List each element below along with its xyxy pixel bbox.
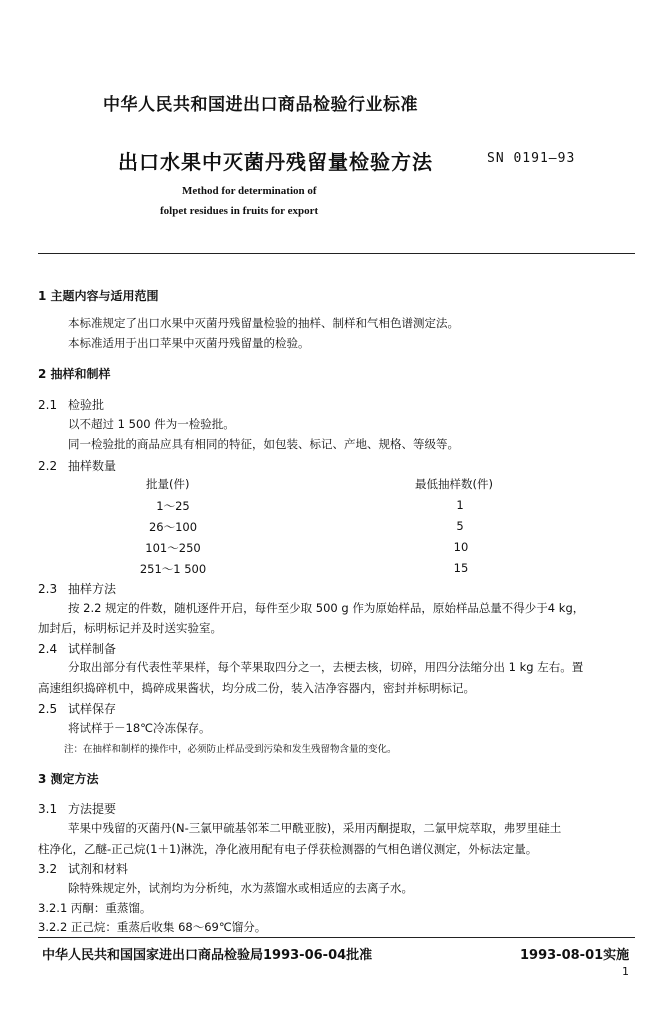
section-title: 抽样方法 — [68, 582, 117, 596]
section-number: 2.3 — [38, 582, 58, 596]
section-3-1-heading — [38, 800, 116, 817]
header-divider — [38, 253, 635, 254]
approval-line: 中华人民共和国国家进出口商品检验局1993-06-04批准 — [42, 948, 373, 963]
section-title: 检验批 — [68, 398, 105, 412]
page-number: 1 — [622, 965, 629, 978]
english-title-line-1: Method for determination of — [182, 185, 317, 197]
section-3-2-1: 3.2.1 丙酮：重蒸馏。 — [38, 901, 152, 915]
section-number: 3.2 — [38, 862, 58, 876]
table-row-batch: 251～1 500 — [139, 562, 207, 576]
section-2-2-heading — [38, 457, 116, 474]
section-title: 试剂和材料 — [68, 862, 129, 876]
section-2-3-paragraph-2: 加封后，标明标记并及时送实验室。 — [38, 621, 222, 635]
table-row-min: 1 — [456, 498, 464, 512]
document-title: 出口水果中灭菌丹残留量检验方法 — [118, 150, 433, 174]
section-2-1-heading — [38, 396, 104, 413]
section-number: 2.2 — [38, 459, 58, 473]
section-3-1-paragraph-2: 柱净化，乙醚-正己烷(1＋1)淋洗，净化液用配有电子俘获检测器的气相色谱仪测定，外标法定量。 — [38, 842, 538, 856]
section-3-2-heading — [38, 860, 128, 877]
table-row-batch: 1～25 — [156, 499, 190, 513]
effective-date: 1993-08-01实施 — [520, 948, 630, 963]
section-2-heading: 2 抽样和制样 — [38, 367, 111, 381]
section-2-4-heading — [38, 640, 116, 657]
section-2-5-paragraph-1: 将试样于－18℃冷冻保存。 — [68, 721, 211, 735]
section-1-paragraph-1: 本标准规定了出口水果中灭菌丹残留量检验的抽样、制样和气相色谱测定法。 — [68, 316, 459, 330]
section-2-3-heading — [38, 580, 116, 597]
section-title: 方法提要 — [68, 802, 117, 816]
section-1-paragraph-2: 本标准适用于出口苹果中灭菌丹残留量的检验。 — [68, 336, 310, 350]
table-row-batch: 101～250 — [145, 541, 201, 555]
section-3-heading: 3 测定方法 — [38, 772, 99, 786]
section-2-1-paragraph-1: 以不超过 1 500 件为一检验批。 — [68, 417, 235, 431]
section-2-5-heading — [38, 700, 116, 717]
section-number: 2.5 — [38, 702, 58, 716]
section-2-note: 注：在抽样和制样的操作中，必须防止样品受到污染和发生残留物含量的变化。 — [64, 744, 397, 755]
section-number: 2.4 — [38, 642, 58, 656]
table-row-batch: 26～100 — [148, 520, 198, 534]
standard-code: SN 0191—93 — [487, 151, 576, 166]
table-row-min: 10 — [453, 540, 469, 554]
section-3-1-paragraph-1: 苹果中残留的灭菌丹(N-三氯甲硫基邻苯二甲酰亚胺)，采用丙酮提取，二氯甲烷萃取，弗罗里硅土 — [68, 821, 562, 835]
section-1-heading: 1 主题内容与适用范围 — [38, 289, 159, 303]
section-2-1-paragraph-2: 同一检验批的商品应具有相同的特征，如包装、标记、产地、规格、等级等。 — [68, 437, 459, 451]
footer-divider — [38, 937, 635, 938]
section-3-2-2: 3.2.2 正己烷：重蒸后收集 68～69℃馏分。 — [38, 920, 267, 934]
table-header-batch: 批量(件) — [146, 477, 190, 491]
section-number: 3.1 — [38, 802, 58, 816]
english-title-line-2: folpet residues in fruits for export — [160, 205, 319, 217]
section-title: 试样保存 — [68, 702, 117, 716]
section-2-4-paragraph-1: 分取出部分有代表性苹果样，每个苹果取四分之一，去梗去核，切碎，用四分法缩分出 1 kg 左右。置 — [68, 660, 584, 674]
issuing-organization: 中华人民共和国进出口商品检验行业标准 — [103, 95, 418, 115]
section-title: 抽样数量 — [68, 459, 117, 473]
section-title: 试样制备 — [68, 642, 117, 656]
table-row-min: 15 — [453, 561, 469, 575]
table-row-min: 5 — [456, 519, 464, 533]
section-2-4-paragraph-2: 高速组织捣碎机中，捣碎成果酱状，均分成二份，装入洁净容器内，密封并标明标记。 — [38, 681, 475, 695]
section-3-2-paragraph-1: 除特殊规定外，试剂均为分析纯，水为蒸馏水或相适应的去离子水。 — [68, 881, 413, 895]
section-number: 2.1 — [38, 398, 58, 412]
section-2-3-paragraph-1: 按 2.2 规定的件数，随机逐件开启，每件至少取 500 g 作为原始样品，原始样品总量不得少于4 kg， — [68, 601, 585, 615]
table-header-min-samples: 最低抽样数(件) — [415, 477, 493, 491]
